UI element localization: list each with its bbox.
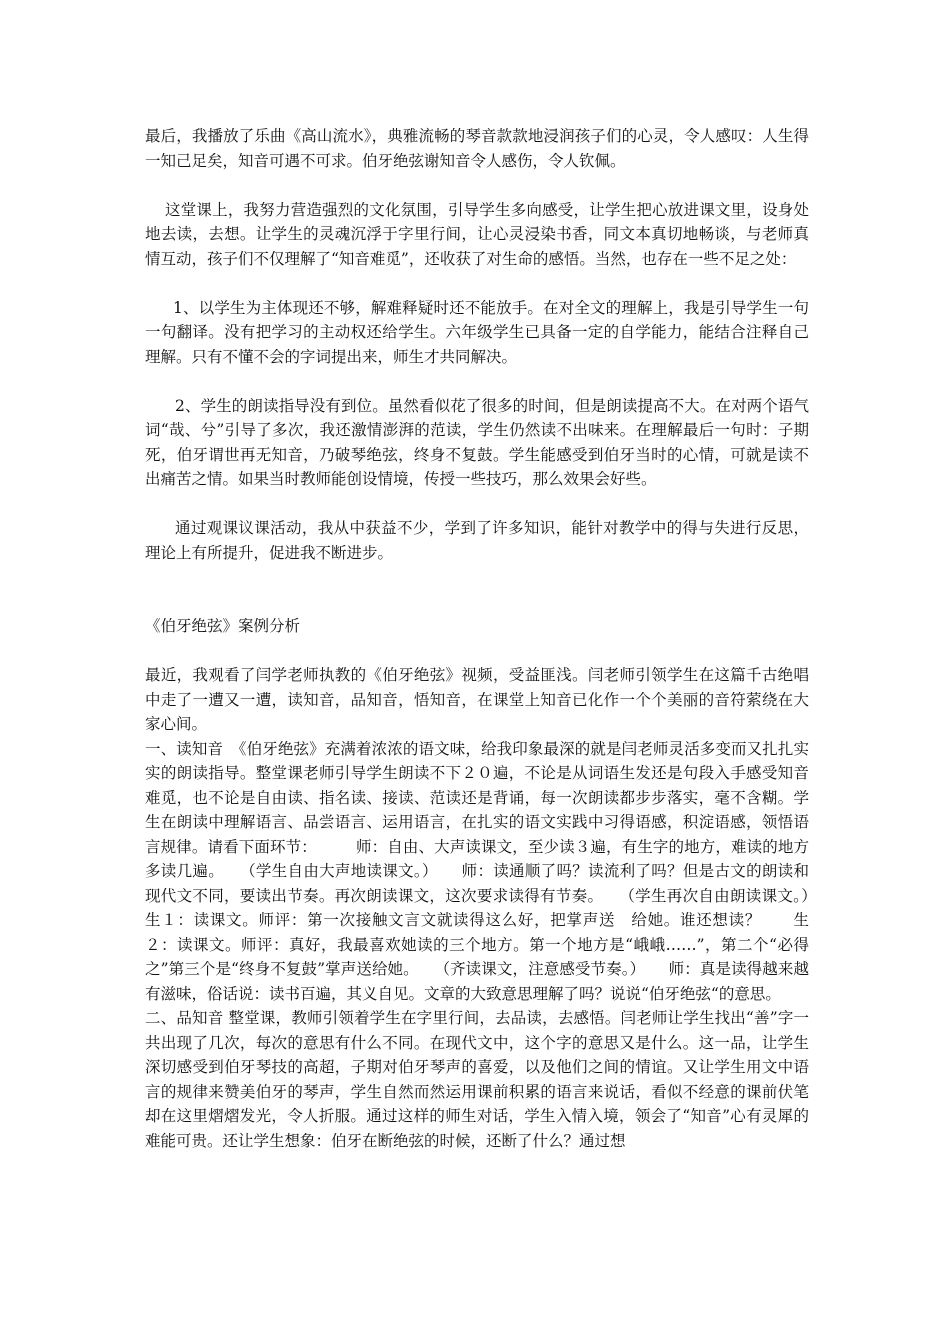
paragraph-tasting-zhiyin: 二、品知音 整堂课，教师引领着学生在字里行间，去品读，去感悟。闫老师让学生找出“善”字一共出现了几次，每次的意思有什么不同。在现代文中，这个字的意思又是什么。这一品，让学生深切感受到伯牙琴技的高超，子期对伯牙琴声的喜爱，以及他们之间的情谊。又让学生用文中语言的规律来赞美伯牙的琴声，学生自然而然运用课前积累的语言来说话，看似不经意的课前伏笔却在这里熠熠发光，令人折服。通过这样的师生对话，学生入情入境，领会了“知音”心有灵犀的难能可贵。还让学生想象：伯牙在断绝弦的时候，还断了什么？通过想	[145, 1009, 809, 1150]
paragraph-case-intro: 最近，我观看了闫学老师执教的《伯牙绝弦》视频，受益匪浅。闫老师引领学生在这篇千古绝唱中走了一遭又一遭，读知音，品知音，悟知音，在课堂上知音已化作一个个美丽的音符萦绕在大家心间。	[145, 666, 809, 733]
paragraph-shortcoming-1: 1、以学生为主体现还不够，解难释疑时还不能放手。在对全文的理解上，我是引导学生一句一句翻译。没有把学习的主动权还给学生。六年级学生已具备一定的自学能力，能结合注释自己理解。只有不懂不会的字词提出来，师生才共同解决。	[145, 298, 809, 366]
paragraph-reading-zhiyin: 一、读知音 《伯牙绝弦》充满着浓浓的语文味，给我印象最深的就是闫老师灵活多变而又扎扎实实的朗读指导。整堂课老师引导学生朗读不下２０遍，不论是从词语生发还是句段入手感受知音难觅，也不论是自由读、指名读、接读、范读还是背诵，每一次朗读都步步落实，毫不含糊。学生在朗读中理解语言、品尝语言、运用语言，在扎实的语文实践中习得语感，积淀语感，领悟语言规律。请看下面环节： 师：自由、大声读课文，至少读３遍，有生字的地方，难读的地方多读几遍。 （学生自由大声地读课文。） 师：读通顺了吗？读流利了吗？但是古文的朗读和现代文不同，要读出节奏。再次朗读课文，这次要求读得有节奏。 （学生再次自由朗读课文。） 生１：读课文。师评：第一次接触文言文就读得这么好，把掌声送 给她。谁还想读？ 生２：读课文。师评：真好，我最喜欢她读的三个地方。第一个地方是“峨峨……”，第二个“必得之”第三个是“终身不复鼓”掌声送给她。 （齐读课文，注意感受节奏。） 师：真是读得越来越有滋味，俗话说：读书百遍，其义自见。文章的大致意思理解了吗？说说“伯牙绝弦“的意思。	[145, 739, 841, 1003]
paragraph-summary: 通过观课议课活动，我从中获益不少，学到了许多知识，能针对教学中的得与失进行反思，理论上有所提升，促进我不断进步。	[145, 519, 809, 562]
paragraph-gap	[145, 639, 809, 664]
paragraph-shortcoming-2: 2、学生的朗读指导没有到位。虽然看似花了很多的时间，但是朗读提高不大。在对两个语气词“哉、兮”引导了多次，我还激情澎湃的范读，学生仍然读不出味来。在理解最后一句时：子期死，伯牙谓世再无知音，乃破琴绝弦，终身不复鼓。学生能感受到伯牙当时的心情，可就是读不出痛苦之情。如果当时教师能创设情境，传授一些技巧，那么效果会好些。	[145, 396, 809, 488]
paragraph-conclusion-music: 最后，我播放了乐曲《高山流水》，典雅流畅的琴音款款地浸润孩子们的心灵，令人感叹：人生得一知己足矣，知音可遇不可求。伯牙绝弦谢知音令人感伤，令人钦佩。	[145, 127, 809, 170]
paragraph-gap	[145, 369, 809, 394]
paragraph-gap	[145, 271, 809, 296]
paragraph-gap	[145, 173, 809, 198]
paragraph-lesson-reflection: 这堂课上，我努力营造强烈的文化氛围，引导学生多向感受，让学生把心放进课文里，设身处地去读，去想。让学生的灵魂沉浮于字里行间，让心灵浸染书香，同文本真切地畅谈，与老师真情互动，孩子们不仅理解了“知音难觅”，还收获了对生命的感悟。当然，也存在一些不足之处：	[145, 200, 809, 268]
paragraph-gap	[145, 492, 809, 517]
document-page	[145, 124, 841, 1153]
section-title: 《伯牙绝弦》案例分析	[145, 617, 301, 635]
section-gap	[145, 565, 809, 614]
